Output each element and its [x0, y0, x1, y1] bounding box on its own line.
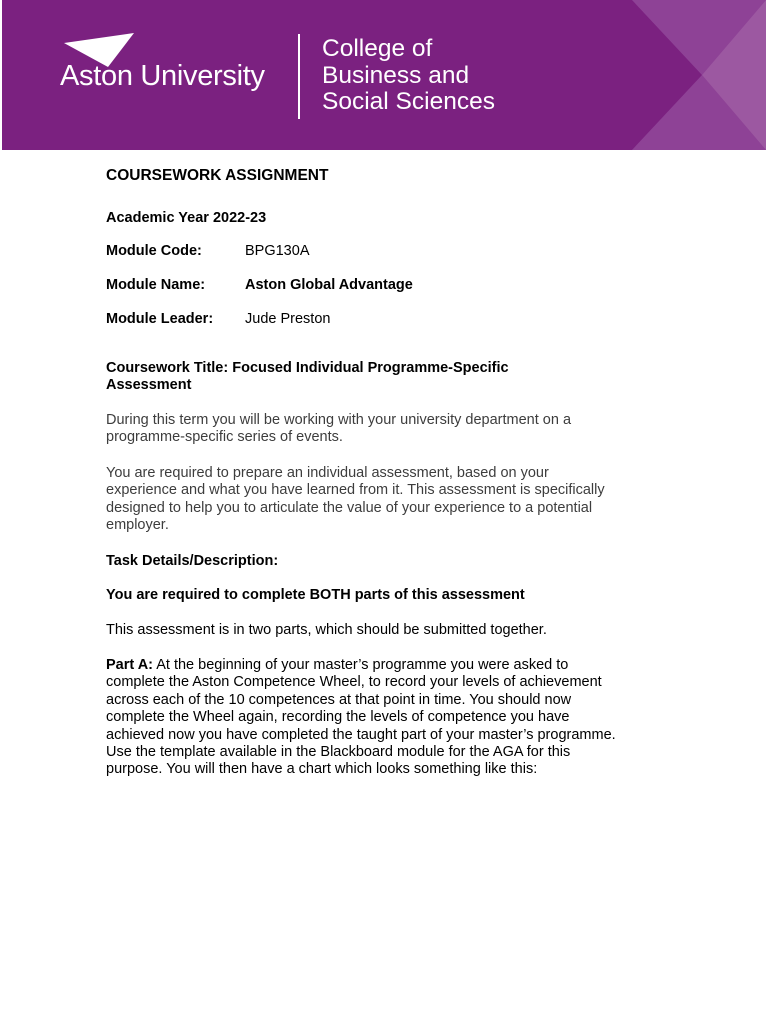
part-a-text: At the beginning of your master’s programme you were asked to complete the Aston Competence Wheel, to record your levels of achievement across each of the 10 competences at that point in time. You should now complete the Wheel again, recording the levels of competence you have achieved now you have completed the taught part of your master’s programme. Use the template available in the Blackboard module for the AGA for this purpose. You will then have a chart which looks something like this: [106, 657, 616, 778]
module-code-value: BPG130A [245, 243, 310, 259]
task-heading: Task Details/Description: [106, 553, 279, 569]
college-line-3: Social Sciences [322, 88, 495, 115]
module-name-value: Aston Global Advantage [245, 277, 413, 293]
both-parts-instruction: You are required to complete BOTH parts of this assessment [106, 587, 525, 603]
intro-paragraph-1: During this term you will be working with your university department on a programme-specific series of events. [106, 412, 572, 446]
coursework-title: Coursework Title: Focused Individual Programme-Specific Assessment [106, 360, 509, 394]
intro-paragraph-2: You are required to prepare an individual assessment, based on your experience and what you have learned from it. This assessment is specifically designed to help you to articulate the value of your experience to a potential employer. [106, 465, 605, 534]
module-code-label: Module Code: [106, 243, 202, 259]
part-a-paragraph [106, 657, 621, 779]
module-leader-label: Module Leader: [106, 311, 214, 327]
module-leader-value: Jude Preston [245, 311, 331, 327]
academic-year: Academic Year 2022-23 [106, 210, 267, 226]
part-a-label: Part A: [106, 657, 153, 673]
college-name [322, 36, 495, 116]
two-parts-note: This assessment is in two parts, which should be submitted together. [106, 622, 547, 638]
college-line-1: College of [322, 35, 433, 62]
header-banner [2, 0, 766, 150]
page-title: COURSEWORK ASSIGNMENT [106, 167, 329, 184]
college-line-2: Business and [322, 61, 470, 89]
header-divider [298, 34, 300, 119]
module-name-label: Module Name: [106, 277, 206, 293]
university-name: Aston University [60, 60, 265, 92]
